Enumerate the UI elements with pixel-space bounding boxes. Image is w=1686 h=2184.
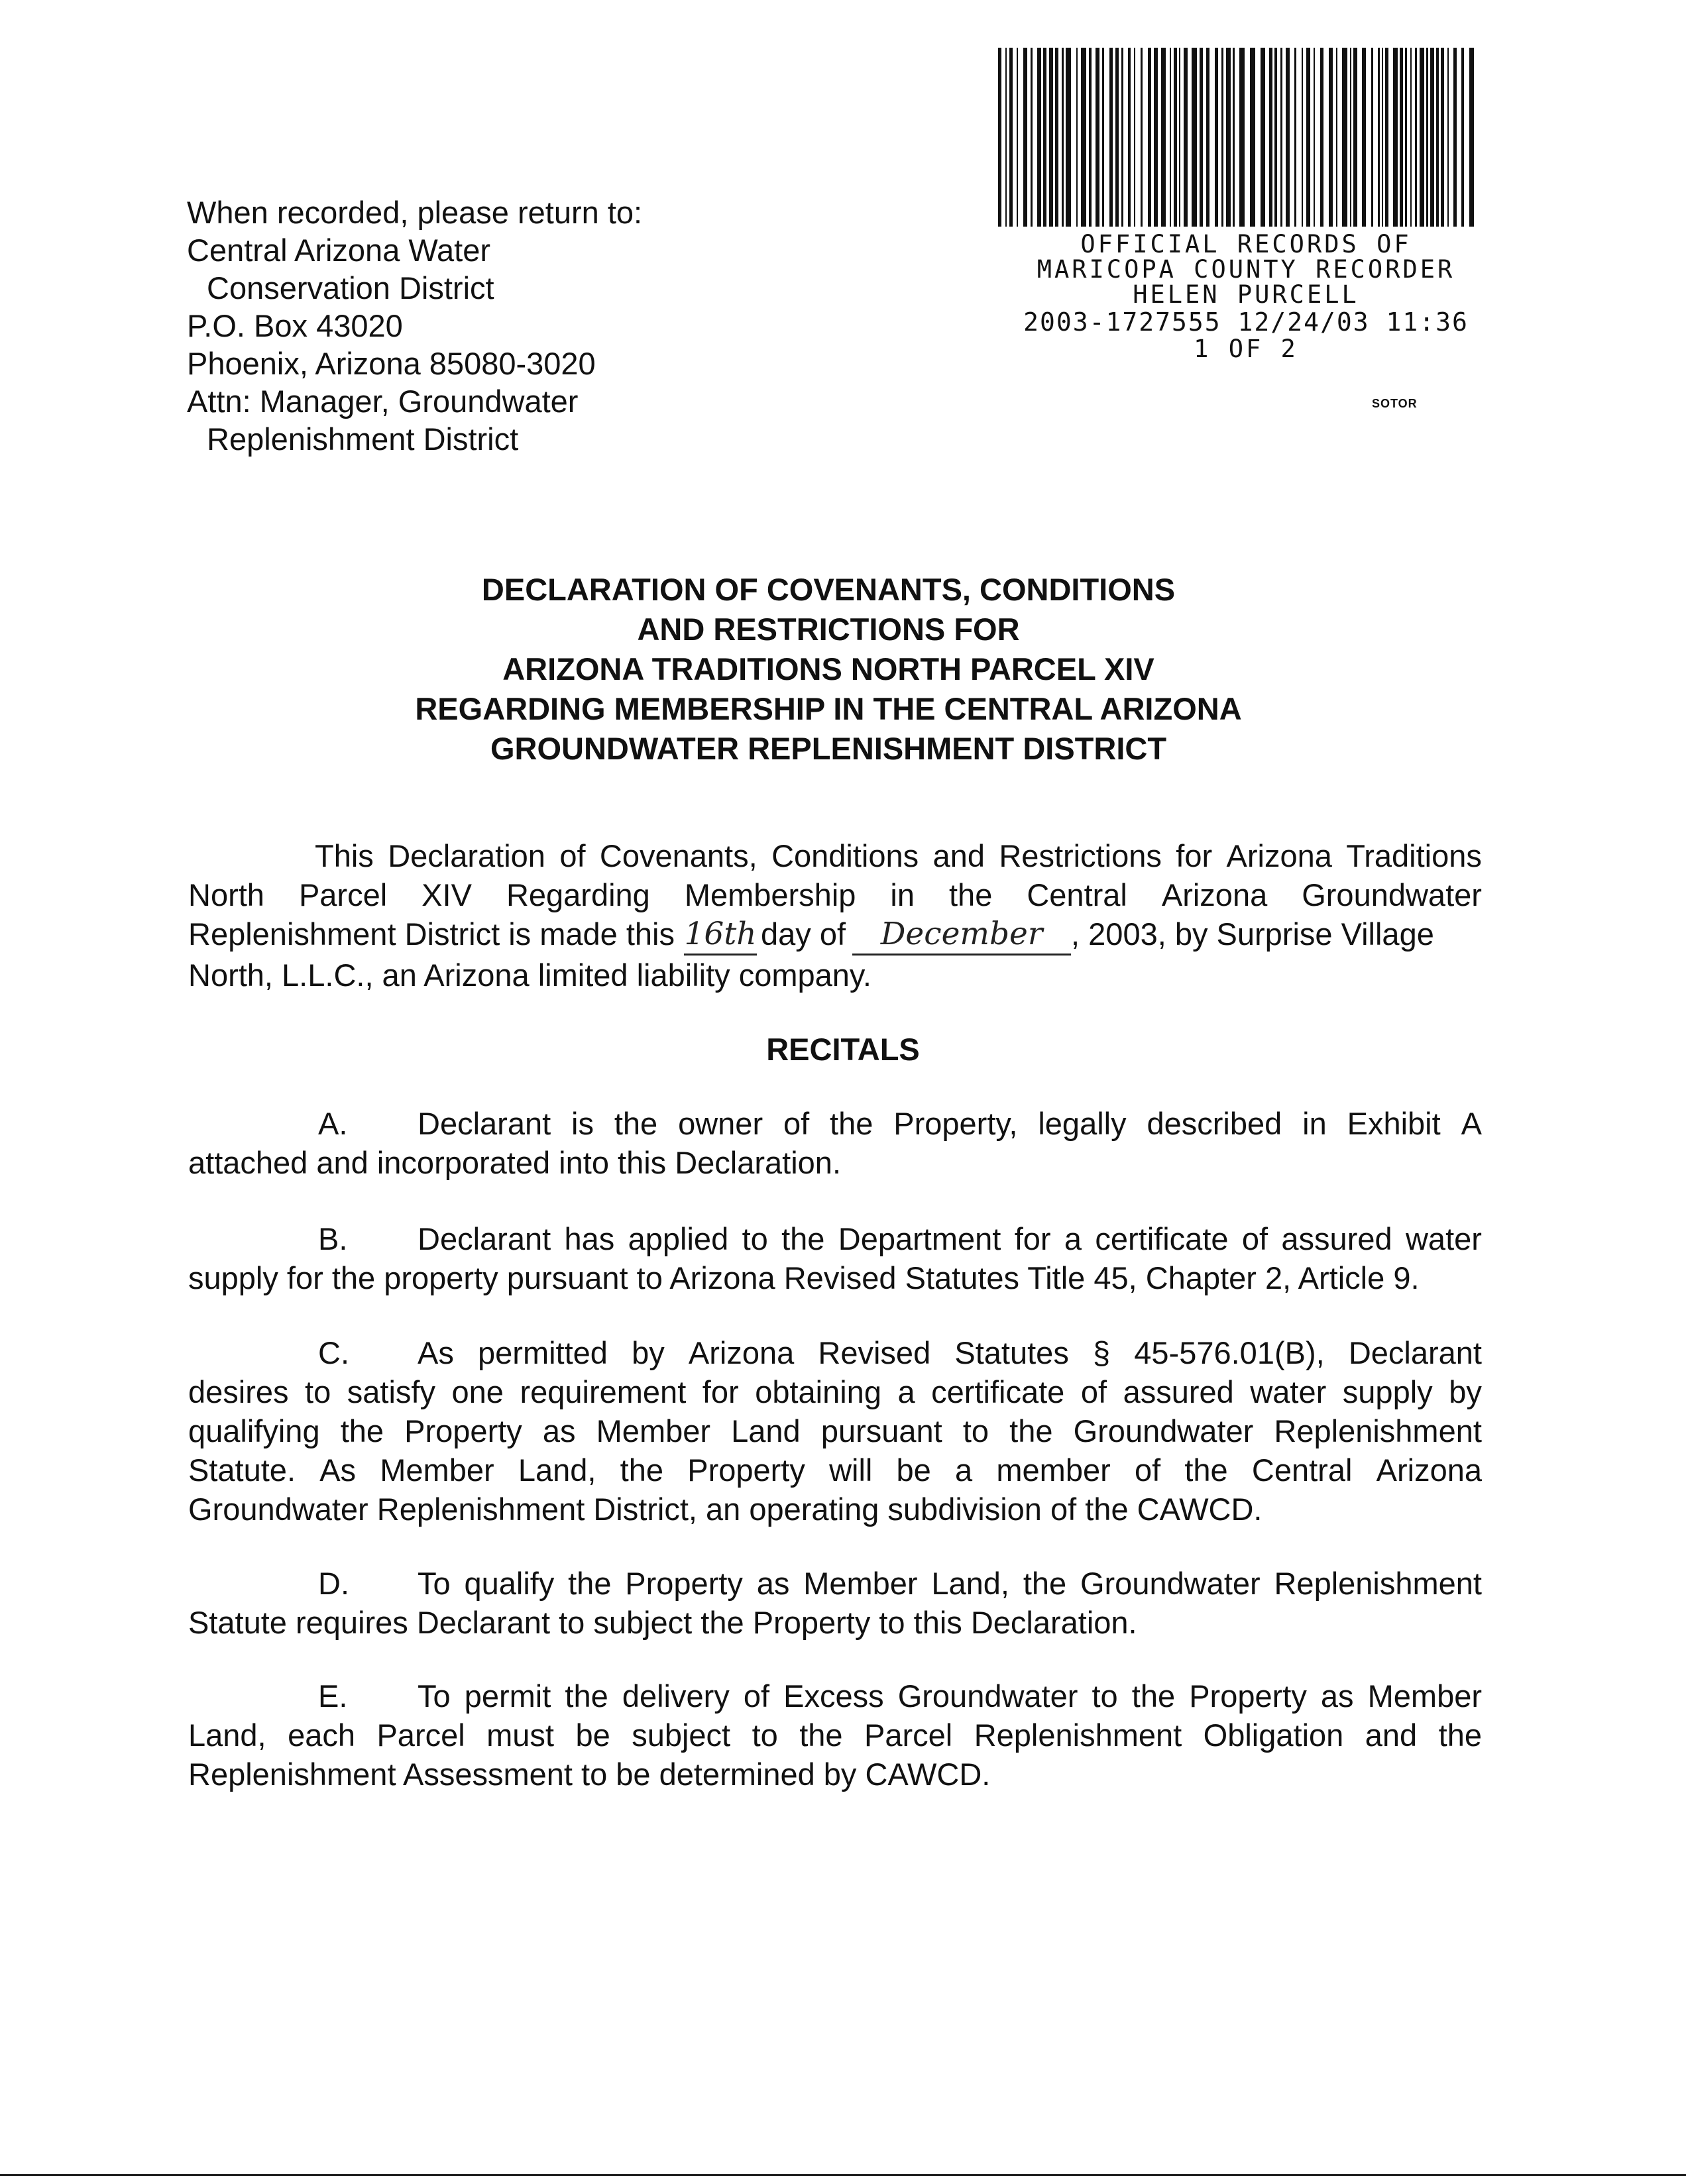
stamp-line: HELEN PURCELL	[1133, 280, 1359, 309]
stamp-page-count: 1 OF 2	[1194, 335, 1298, 363]
recital-a	[188, 1104, 1482, 1182]
paragraph-line-with-fill-ins	[188, 914, 1482, 956]
title-line: AND RESTRICTIONS FOR	[637, 612, 1020, 647]
paragraph-line: Statute requires Declarant to subject the Property to this Declaration.	[188, 1605, 1137, 1640]
paragraph-line: Declarant is the owner of the Property, legally described in Exhibit A	[418, 1106, 1482, 1141]
paragraph-line: qualifying the Property as Member Land pursuant to the Groundwater Replenishment	[188, 1413, 1482, 1448]
title-line: DECLARATION OF COVENANTS, CONDITIONS	[481, 572, 1176, 607]
stamp-recording-number: 2003-1727555 12/24/03 11:36	[1023, 307, 1469, 337]
barcode-image	[995, 48, 1479, 227]
recital-b	[188, 1219, 1482, 1297]
paragraph-line: desires to satisfy one requirement for obtaining a certificate of assured water supply by	[188, 1374, 1482, 1409]
return-address-line: Attn: Manager, Groundwater	[187, 384, 579, 419]
return-address-line: P.O. Box 43020	[187, 308, 403, 343]
return-address-block	[187, 193, 642, 458]
return-address-line: Phoenix, Arizona 85080-3020	[187, 346, 596, 381]
handwritten-month: December	[852, 914, 1071, 956]
paragraph-line: Groundwater Replenishment District, an operating subdivision of the CAWCD.	[188, 1492, 1263, 1527]
page-bottom-rule	[0, 2174, 1686, 2176]
recital-letter: E.	[318, 1678, 348, 1714]
paragraph-line: Replenishment Assessment to be determined by CAWCD.	[188, 1757, 991, 1792]
paragraph-line: Land, each Parcel must be subject to the Parcel Replenishment Obligation and the	[188, 1718, 1482, 1753]
return-address-line: Replenishment District	[207, 421, 519, 457]
intro-paragraph	[188, 836, 1482, 995]
recital-letter: B.	[318, 1221, 348, 1256]
title-line: REGARDING MEMBERSHIP IN THE CENTRAL ARIZONA	[415, 691, 1242, 726]
intro-text: , 2003, by Surprise Village	[1071, 916, 1434, 952]
recital-c	[188, 1333, 1482, 1529]
paragraph-line: Statute. As Member Land, the Property will be a member of the Central Arizona	[188, 1452, 1482, 1488]
recital-letter: D.	[318, 1566, 349, 1601]
recital-e	[188, 1676, 1482, 1794]
recorder-stamp	[974, 230, 1518, 410]
paragraph-line: attached and incorporated into this Declaration.	[188, 1145, 842, 1180]
paragraph-line: This Declaration of Covenants, Conditions and Restrictions for Arizona Traditions	[315, 838, 1482, 873]
recital-letter: A.	[318, 1106, 348, 1141]
paragraph-line: As permitted by Arizona Revised Statutes § 45-576.01(B), Declarant	[418, 1335, 1482, 1370]
intro-text: day of	[761, 916, 846, 952]
paragraph-line: North, L.L.C., an Arizona limited liability company.	[188, 957, 871, 993]
stamp-line: OFFICIAL RECORDS OF	[1080, 230, 1412, 258]
paragraph-line: North Parcel XIV Regarding Membership in the Central Arizona Groundwater	[188, 877, 1482, 912]
document-title	[265, 570, 1392, 769]
return-address-line: Conservation District	[207, 270, 494, 305]
stamp-line: MARICOPA COUNTY RECORDER	[1037, 255, 1455, 284]
paragraph-line: supply for the property pursuant to Arizona Revised Statutes Title 45, Chapter 2, Article 9.	[188, 1260, 1420, 1295]
paragraph-line: To permit the delivery of Excess Groundwater to the Property as Member	[418, 1678, 1482, 1714]
paragraph-line: Declarant has applied to the Department for a certificate of assured water	[418, 1221, 1482, 1256]
return-address-line: When recorded, please return to:	[187, 195, 643, 230]
recital-d	[188, 1564, 1482, 1642]
title-line: GROUNDWATER REPLENISHMENT DISTRICT	[490, 731, 1167, 766]
recital-letter: C.	[318, 1335, 349, 1370]
recitals-heading: RECITALS	[766, 1032, 920, 1067]
return-address-line: Central Arizona Water	[187, 233, 490, 268]
intro-text: Replenishment District is made this	[188, 916, 675, 952]
title-line: ARIZONA TRADITIONS NORTH PARCEL XIV	[502, 651, 1154, 686]
stamp-clerk-code: SOTOR	[1372, 397, 1418, 410]
paragraph-line: To qualify the Property as Member Land, the Groundwater Replenishment	[418, 1566, 1482, 1601]
handwritten-day: 16th	[684, 914, 757, 956]
